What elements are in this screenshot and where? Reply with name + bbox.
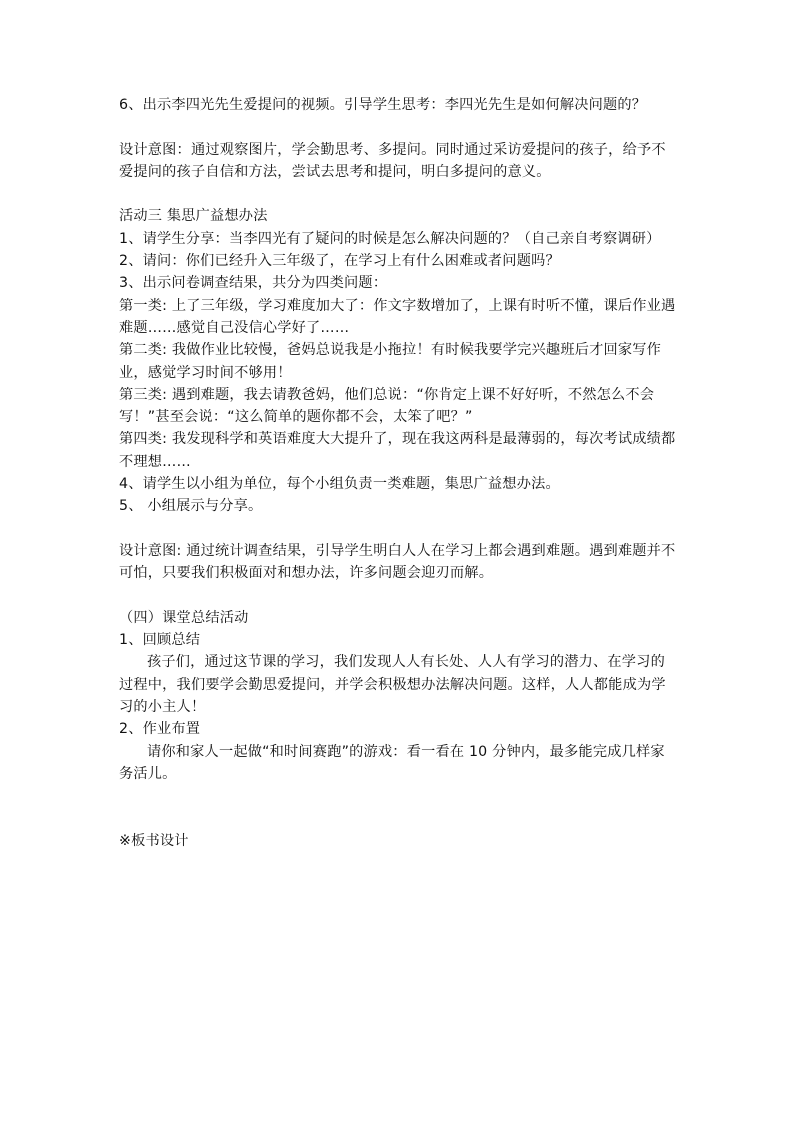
paragraph: 2、作业布置 bbox=[119, 721, 201, 738]
paragraph: 孩子们，通过这节课的学习，我们发现人人有长处、人人有学习的潜力、在学习的过程中，我们要学会勤思爱提问，并学会积极想办法解决问题。这样，人人都能成为学习的小主人！ bbox=[119, 654, 666, 716]
paragraph: 第一类: 上了三年级，学习难度加大了：作文字数增加了，上课有时听不懂，课后作业遇难题……感觉自己没信心学好了…… bbox=[119, 297, 676, 336]
paragraph: 第四类: 我发现科学和英语难度大大提升了，现在我这两科是最薄弱的，每次考试成绩都不理想…… bbox=[119, 431, 676, 470]
blank-line bbox=[119, 518, 679, 540]
paragraph: 活动三 集思广益想办法 bbox=[119, 208, 268, 225]
paragraph: 请你和家人一起做“和时间赛跑”的游戏：看一看在 10 分钟内，最多能完成几样家务活儿。 bbox=[119, 743, 665, 782]
paragraph: 1、请学生分享：当李四光有了疑问的时候是怎么解决问题的？（自己亲自考察调研） bbox=[119, 230, 661, 247]
paragraph: 2、请问：你们已经升入三年级了，在学习上有什么困难或者问题吗？ bbox=[119, 253, 560, 270]
paragraph: 第三类: 遇到难题，我去请教爸妈，他们总说：“你肯定上课不好好听，不然怎么不会写！”甚至会说：“这么简单的题你都不会，太笨了吧？” bbox=[119, 386, 655, 426]
paragraph: 4、请学生以小组为单位，每个小组负责一类难题，集思广益想办法。 bbox=[119, 476, 560, 493]
document-body bbox=[119, 94, 679, 852]
blank-line bbox=[119, 183, 679, 205]
paragraph: 设计意图: 通过统计调查结果，引导学生明白人人在学习上都会遇到难题。遇到难题并不可怕，只要我们积极面对和想办法，许多问题会迎刃而解。 bbox=[119, 542, 676, 582]
paragraph: 5、 小组展示与分享。 bbox=[119, 498, 263, 515]
paragraph: 6、出示李四光先生爱提问的视频。引导学生思考：李四光先生是如何解决问题的？ bbox=[119, 97, 647, 113]
paragraph: 3、出示问卷调查结果，共分为四类问题： bbox=[119, 275, 388, 292]
paragraph: （四）课堂总结活动 bbox=[119, 609, 249, 626]
blank-line bbox=[119, 785, 679, 830]
paragraph: 1、回顾总结 bbox=[119, 632, 201, 649]
paragraph: 设计意图：通过观察图片，学会勤思考、多提问。同时通过采访爱提问的孩子，给予不爱提问的孩子自信和方法，尝试去思考和提问，明白多提问的意义。 bbox=[119, 141, 666, 180]
blank-line bbox=[119, 116, 679, 138]
blank-line bbox=[119, 585, 679, 607]
paragraph: 第二类: 我做作业比较慢，爸妈总说我是小拖拉！有时候我要学完兴趣班后才回家写作业，感觉学习时间不够用！ bbox=[119, 342, 662, 381]
paragraph: ※板书设计 bbox=[119, 832, 189, 849]
